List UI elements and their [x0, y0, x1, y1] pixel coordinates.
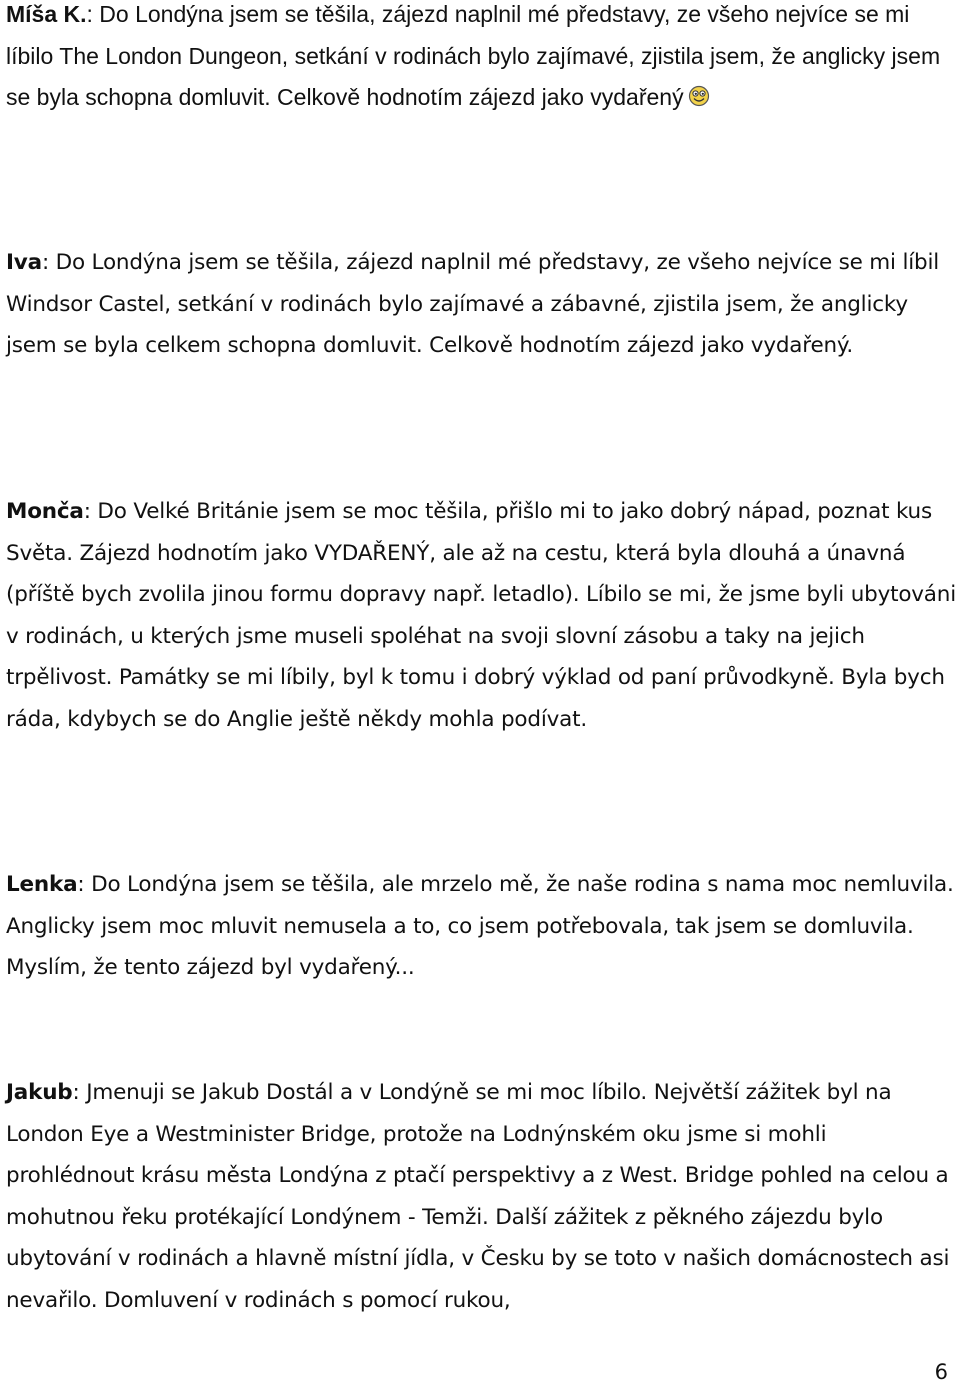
- testimonial-text: : Do Londýna jsem se těšila, zájezd naplnil mé představy, ze všeho nejvíce se mi líbil Windsor Castel, setkání v rodinách bylo zajímavé a zábavné, zjistila jsem, že anglicky jsem se byla celkem schopna domluvit. Celkově hodnotím zájezd jako vydařený.: [6, 250, 939, 358]
- testimonial-text: : Jmenuji se Jakub Dostál a v Londýně se mi moc líbilo. Největší zážitek byl na London Eye a Westminister Bridge, protože na Lodnýnském oku jsme si mohli prohlédnout krásu města Londýna z ptačí perspektivy a z West. Bridge pohled na celou a mohutnou řeku protékající Londýnem - Temži. Další zážitek z pěkného zájezdu bylo ubytování v rodinách a hlavně místní jídla, v Česku by se toto v našich domácnostech asi nevařilo. Domluvení v rodinách s pomocí rukou,: [6, 1080, 950, 1313]
- author-name: Monča: [6, 499, 84, 524]
- testimonial-text: : Do Londýna jsem se těšila, zájezd naplnil mé představy, ze všeho nejvíce se mi líbilo The London Dungeon, setkání v rodinách bylo zajímavé, zjistila jsem, že anglicky jsem se byla schopna domluvit. Celkově hodnotím zájezd jako vydařený: [6, 1, 941, 110]
- testimonial-monca: [6, 491, 958, 740]
- testimonial-lenka: [6, 864, 958, 989]
- testimonial-iva: [6, 242, 958, 367]
- smiley-face-icon: [688, 85, 710, 107]
- testimonial-text: : Do Velké Británie jsem se moc těšila, přišlo mi to jako dobrý nápad, poznat kus Světa. Zájezd hodnotím jako VYDAŘENÝ, ale až na cestu, která byla dlouhá a únavná (příště bych zvolila jinou formu dopravy např. letadlo). Líbilo se mi, že jsme byli ubytováni v rodinách, u kterých jsme museli spoléhat na svoji slovní zásobu a taky na jejich trpělivost. Památky se mi líbily, byl k tomu i dobrý výklad od paní průvodkyně. Byla bych ráda, kdybych se do Anglie ještě někdy mohla podívat.: [6, 499, 956, 732]
- testimonial-misa: [6, 0, 958, 119]
- page-number: 6: [934, 1360, 948, 1384]
- author-name: Míša K.: [6, 1, 87, 27]
- author-name: Iva: [6, 250, 42, 275]
- testimonial-text: : Do Londýna jsem se těšila, ale mrzelo mě, že naše rodina s nama moc nemluvila. Anglicky jsem moc mluvit nemusela a to, co jsem potřebovala, tak jsem se domluvila. Myslím, že tento zájezd byl vydařený...: [6, 872, 954, 980]
- author-name: Lenka: [6, 872, 78, 897]
- author-name: Jakub: [6, 1080, 73, 1105]
- testimonial-jakub: [6, 1072, 958, 1321]
